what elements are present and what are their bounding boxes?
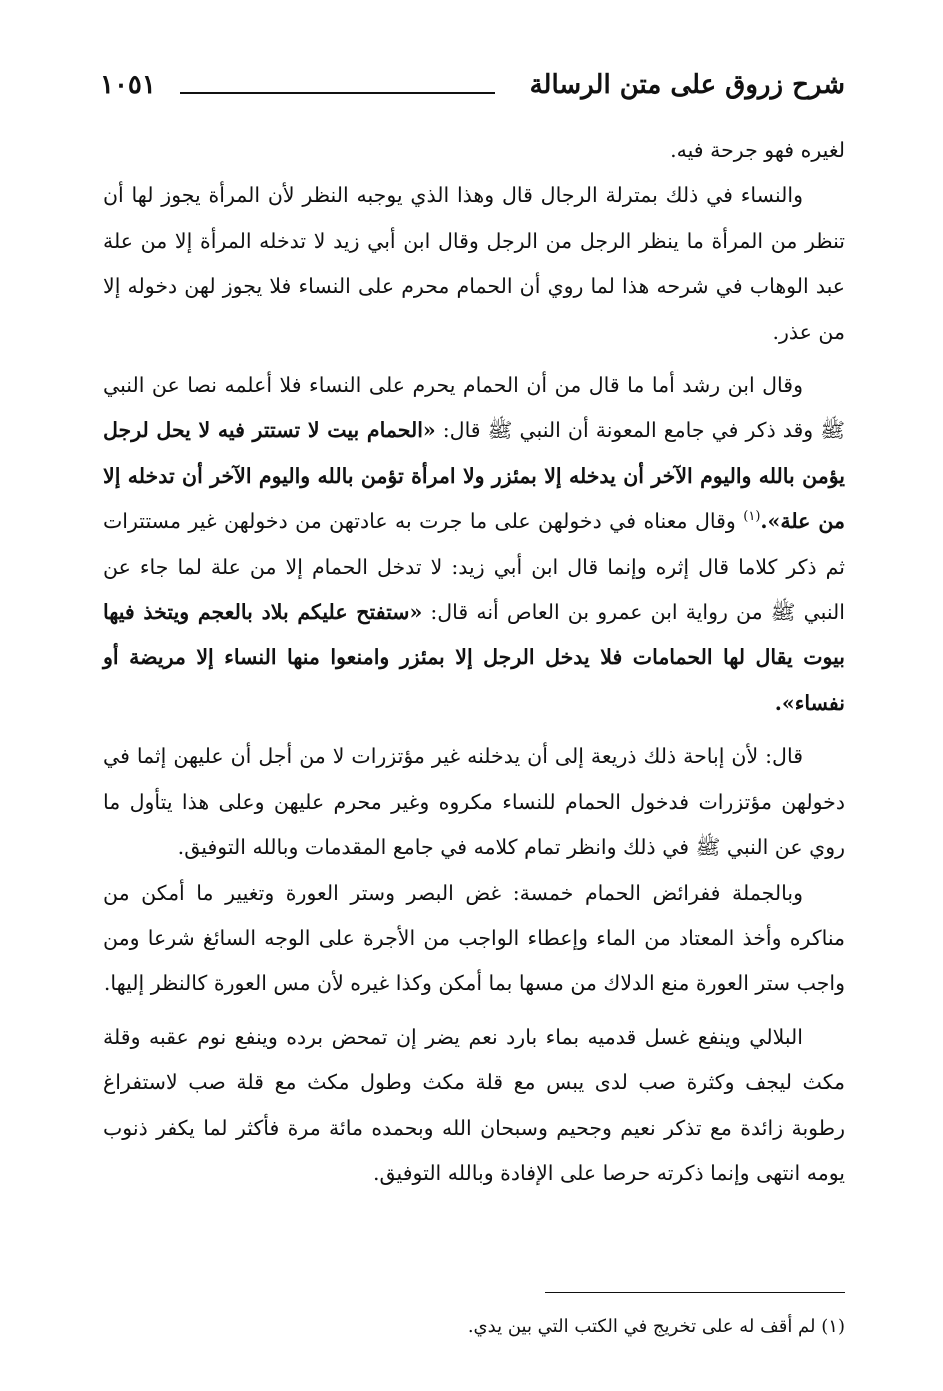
paragraph-2 [103, 363, 845, 726]
page-header [100, 70, 845, 110]
paragraph-0 [103, 128, 845, 173]
paragraph-1 [103, 173, 845, 355]
paragraph-0-text: لغيره فهو جرحة فيه. [670, 138, 845, 162]
footnote-text: لم أقف له على تخريج في الكتب التي بين يدي. [467, 1316, 816, 1337]
page-number: ١٠٥١ [100, 70, 156, 100]
footnote-reference: (١) [743, 509, 761, 525]
paragraph-4-text: وبالجملة ففرائض الحمام خمسة: غض البصر وستر العورة وتغيير ما أمكن من مناكره وأخذ المعتاد من الماء وإعطاء الواجب من الأجرة على الوجه السائغ شرعا ومن واجب ستر العورة منع الدلاك من مسها بما أمكن وكذا غيره لأن مس العورة كالنظر إليها. [103, 880, 845, 996]
hadith-quote-2: «ستفتح عليكم بلاد بالعجم ويتخذ فيها بيوت يقال لها الحمامات فلا يدخل الرجل إلا بمئزر وامنعوا منها النساء إلا مريضة أو نفساء». [103, 600, 845, 715]
hadith-quote-1: «الحمام بيت لا تستتر فيه لا يحل لرجل يؤمن بالله واليوم الآخر أن يدخله إلا بمئزر ولا امرأة تؤمن بالله واليوم الآخر أن تدخله إلا من علة». [103, 418, 845, 534]
paragraph-2-text-a: وقال ابن رشد أما ما قال من أن الحمام يحرم على النساء فلا أعلمه نصا عن النبي ﷺ وقد ذكر في جامع المعونة أن النبي ﷺ قال: [103, 373, 846, 443]
paragraph-5-text: البلالي وينفع غسل قدميه بماء بارد نعم يضر إن تمحض برده وينفع نوم عقبه وقلة مكث ليجف وكثرة صب لدى يبس مع قلة مكث وطول مكث مع قلة صب لاستفراغ رطوبة زائدة مع تذكر نعيم وجحيم وسبحان الله وبحمده مائة مرة فأكثر لما يكفر ذنوب يومه انتهى وإنما ذكرته حرصا على الإفادة وبالله التوفيق. [103, 1024, 845, 1185]
footnote-marker: (١) [821, 1316, 845, 1337]
paragraph-4 [103, 871, 845, 1007]
paragraph-1-text: والنساء في ذلك بمترلة الرجال قال وهذا الذي يوجبه النظر لأن المرأة يجوز لها أن تنظر من المرأة ما ينظر الرجل من الرجل وقال ابن أبي زيد لا تدخله المرأة إلا من علة عبد الوهاب في شرحه هذا لما روي أن الحمام محرم على النساء فلا يجوز لهن دخوله إلا من عذر. [103, 183, 845, 344]
paragraph-5 [103, 1015, 845, 1197]
paragraph-3 [103, 734, 845, 870]
paragraph-3-text: قال: لأن إباحة ذلك ذريعة إلى أن يدخلنه غير مؤتزرات لا من أجل أن عليهن إثما في دخولهن مؤتزرات فدخول الحمام للنساء مكروه وغير محرم عليهن وعلى هذا يتأول ما روي عن النبي ﷺ في ذلك وانظر تمام كلامه في جامع المقدمات وبالله التوفيق. [103, 744, 845, 860]
running-title: شرح زروق على متن الرسالة [529, 70, 845, 100]
footnote [103, 1312, 845, 1342]
main-text [103, 128, 845, 1196]
paragraph-2-text-b: وقال معناه في دخولهن على ما جرت به عادتهن من دخولهن غير مستترات ثم ذكر كلاما قال إثره وإنما قال ابن أبي زيد: لا تدخل الحمام إلا من علة لما جاء عن النبي ﷺ من رواية ابن عمرو بن العاص أنه قال: [103, 509, 845, 625]
footnote-separator [545, 1292, 845, 1293]
header-rule [180, 92, 495, 94]
